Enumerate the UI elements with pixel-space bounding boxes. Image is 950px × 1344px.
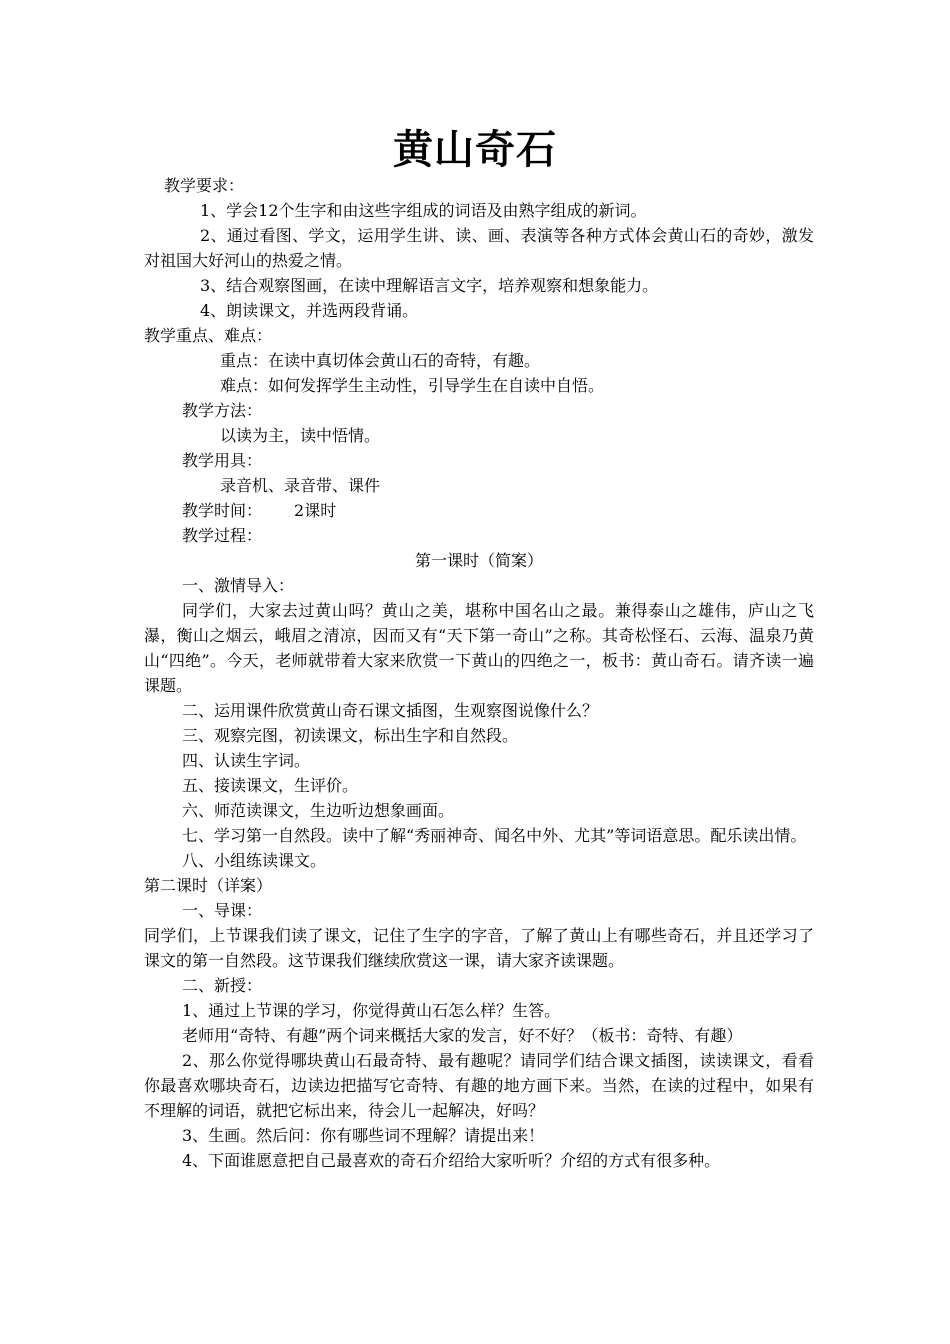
document-paragraph — [144, 973, 814, 998]
paragraph-text: 七、学习第一自然段。读中了解“秀丽神奇、闻名中外、尤其”等词语意思。配乐读出情。 — [182, 826, 807, 845]
paragraph-text: 一、激情导入： — [182, 576, 295, 595]
paragraph-text: 教学重点、难点： — [144, 326, 273, 345]
document-paragraph — [144, 698, 814, 723]
paragraph-text: 2、通过看图、学文，运用学生讲、读、画、表演等各种方式体会黄山石的奇妙，激发对祖国大好河山的热爱之情。 — [144, 226, 814, 270]
paragraph-text: 老师用“奇特、有趣”两个词来概括大家的发言，好不好？（板书：奇特、有趣） — [182, 1026, 743, 1045]
paragraph-text: 五、接读课文，生评价。 — [182, 776, 359, 795]
document-paragraph — [144, 848, 814, 873]
document-paragraph — [144, 998, 814, 1023]
paragraph-text: 二、运用课件欣赏黄山奇石课文插图，生观察图说像什么？ — [182, 701, 599, 720]
document-paragraph — [144, 923, 814, 973]
document-paragraph — [144, 1123, 814, 1148]
paragraph-text: 第一课时（简案） — [414, 551, 543, 570]
paragraph-text: 一、导课： — [182, 901, 263, 920]
document-paragraph — [144, 723, 814, 748]
document-paragraph — [144, 323, 814, 348]
paragraph-text: 同学们，上节课我们读了课文，记住了生字的字音，了解了黄山上有哪些奇石，并且还学习了课文的第一自然段。这节课我们继续欣赏这一课，请大家齐读课题。 — [144, 926, 814, 970]
document-paragraph — [144, 748, 814, 773]
document-paragraph — [144, 773, 814, 798]
paragraph-text: 教学用具： — [182, 451, 263, 470]
document-paragraph — [144, 498, 814, 523]
paragraph-text: 教学时间： — [182, 501, 263, 520]
paragraph-text: 3、生画。然后问：你有哪些词不理解？请提出来！ — [182, 1126, 545, 1145]
document-paragraph — [144, 823, 814, 848]
document-paragraph — [144, 223, 814, 273]
paragraph-text: 1、通过上节课的学习，你觉得黄山石怎么样？生答。 — [182, 1001, 561, 1020]
paragraph-text: 六、师范读课文，生边听边想象画面。 — [182, 801, 455, 820]
paragraph-text: 3、结合观察图画，在读中理解语言文字，培养观察和想象能力。 — [200, 276, 659, 295]
paragraph-text: 难点：如何发挥学生主动性，引导学生在自读中自悟。 — [220, 376, 605, 395]
paragraph-text: 教学方法： — [182, 401, 263, 420]
document-paragraph — [144, 273, 814, 298]
document-paragraph — [144, 448, 814, 473]
document-paragraph — [144, 873, 814, 898]
document-paragraph — [144, 548, 814, 573]
document-paragraph — [144, 573, 814, 598]
paragraph-text: 2、那么你觉得哪块黄山石最奇特、最有趣呢？请同学们结合课文插图，读读课文，看看你最喜欢哪块奇石，边读边把描写它奇特、有趣的地方画下来。当然，在读的过程中，如果有不理解的词语，就把它标出来，待会儿一起解决，好吗？ — [144, 1051, 814, 1120]
document-title: 黄山奇石 — [393, 127, 557, 173]
document-paragraph — [144, 523, 814, 548]
paragraph-text: 4、朗读课文，并选两段背诵。 — [200, 301, 419, 320]
paragraph-text: 第二课时（详案） — [144, 876, 273, 895]
document-paragraph — [144, 598, 814, 698]
document-paragraph — [144, 173, 814, 198]
paragraph-text: 教学要求： — [164, 176, 245, 195]
document-paragraph — [144, 798, 814, 823]
document-body — [144, 173, 814, 1173]
document-paragraph — [144, 373, 814, 398]
document-paragraph — [144, 298, 814, 323]
document-paragraph — [144, 398, 814, 423]
document-paragraph — [144, 198, 814, 223]
paragraph-text: 录音机、录音带、课件 — [220, 476, 381, 495]
document-paragraph — [144, 1148, 814, 1173]
document-paragraph — [144, 473, 814, 498]
paragraph-text: 1、学会12个生字和由这些字组成的词语及由熟字组成的新词。 — [200, 201, 647, 220]
document-paragraph — [144, 1048, 814, 1123]
paragraph-text: 三、观察完图，初读课文，标出生字和自然段。 — [182, 726, 519, 745]
paragraph-text: 二、新授： — [182, 976, 263, 995]
paragraph-text: 4、下面谁愿意把自己最喜欢的奇石介绍给大家听听？介绍的方式有很多种。 — [182, 1151, 721, 1170]
paragraph-text: 四、认读生字词。 — [182, 751, 311, 770]
paragraph-text: 以读为主，读中悟情。 — [220, 426, 381, 445]
document-paragraph — [144, 898, 814, 923]
document-paragraph — [144, 348, 814, 373]
paragraph-text: 同学们，大家去过黄山吗？黄山之美，堪称中国名山之最。兼得泰山之雄伟，庐山之飞瀑，衡山之烟云，峨眉之清凉，因而又有“天下第一奇山”之称。其奇松怪石、云海、温泉乃黄山“四绝”。今天，老师就带着大家来欣赏一下黄山的四绝之一，板书：黄山奇石。请齐读一遍课题。 — [144, 601, 814, 695]
paragraph-text: 教学过程： — [182, 526, 263, 545]
document-paragraph — [144, 1023, 814, 1048]
paragraph-value: 2课时 — [294, 501, 337, 520]
paragraph-text: 重点：在读中真切体会黄山石的奇特，有趣。 — [220, 351, 541, 370]
document-paragraph — [144, 423, 814, 448]
paragraph-text: 八、小组练读课文。 — [182, 851, 327, 870]
